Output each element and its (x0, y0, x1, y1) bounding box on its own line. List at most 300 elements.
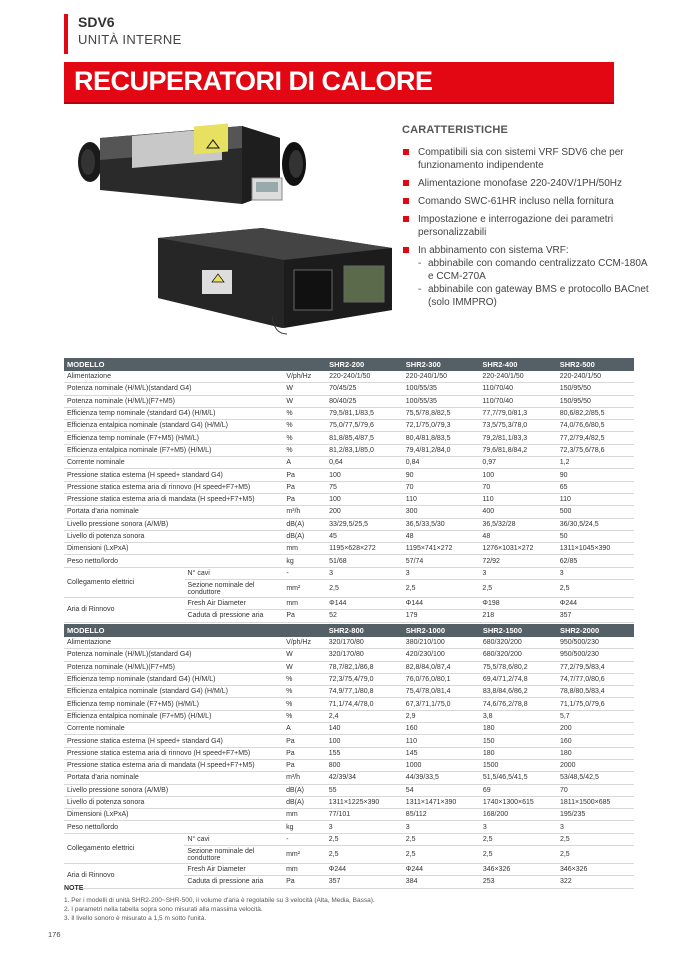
table-cell: 346×326 (480, 864, 557, 876)
table-cell: Peso netto/lordo (64, 821, 283, 833)
table-row (64, 444, 634, 456)
table-cell: Efficienza temp nominale (standard G4) (H/M/L) (64, 673, 283, 685)
table-cell: 320/170/80 (326, 637, 403, 649)
table-cell: dB(A) (283, 530, 326, 542)
table-cell: Φ144 (326, 598, 403, 610)
spec-table-small-models (64, 358, 634, 623)
table-cell: mm (283, 864, 326, 876)
features-panel (402, 124, 652, 314)
table-cell: SHR2-2000 (557, 624, 634, 637)
bullet-square-icon (403, 247, 409, 253)
table-row (64, 598, 634, 610)
table-cell: Φ244 (326, 864, 403, 876)
table-cell: W (283, 383, 326, 395)
table-row (64, 530, 634, 542)
table-cell: 200 (557, 723, 634, 735)
table-cell: dB(A) (283, 784, 326, 796)
table-cell: 77,2/79,4/82,5 (557, 432, 634, 444)
table-cell: N° cavi (184, 833, 283, 845)
table-cell: 180 (557, 747, 634, 759)
table-cell: 320/170/80 (326, 649, 403, 661)
table-cell: Φ144 (403, 598, 480, 610)
table-cell: 150/95/50 (557, 395, 634, 407)
table-cell: % (283, 698, 326, 710)
table-cell: 110/70/40 (479, 383, 556, 395)
table-cell: 2,5 (479, 580, 556, 598)
table-cell: Sezione nominale del conduttore (184, 846, 283, 864)
table-cell: Φ198 (479, 598, 556, 610)
table-cell: Pa (283, 469, 326, 481)
table-cell: 72,1/75,0/79,3 (403, 420, 480, 432)
table-cell: Corrente nominale (64, 723, 283, 735)
table-cell: 48 (479, 530, 556, 542)
table-cell: 195/235 (557, 809, 634, 821)
category-subtitle: UNITÀ INTERNE (78, 32, 182, 47)
table-cell: 2,5 (326, 846, 403, 864)
table-cell: 36,5/33,5/30 (403, 518, 480, 530)
table-cell: % (283, 407, 326, 419)
table-cell: 357 (326, 876, 403, 888)
table-cell: 2,5 (557, 846, 634, 864)
table-cell: W (283, 649, 326, 661)
table-header-row (64, 358, 634, 371)
bullet-square-icon (403, 180, 409, 186)
table-row (64, 698, 634, 710)
table-row (64, 567, 634, 579)
table-cell: 1,2 (557, 457, 634, 469)
table-row (64, 543, 634, 555)
table-cell: Aria di Rinnovo (64, 598, 185, 623)
table-cell: m³/h (283, 772, 326, 784)
table-cell: 220-240/1/50 (557, 371, 634, 383)
table-cell: Potenza nominale (H/M/L)(standard G4) (64, 649, 283, 661)
table-cell: Pressione statica esterna aria di rinnovo (H speed+F7+M5) (64, 481, 283, 493)
table-row (64, 864, 634, 876)
table-cell: 62/85 (557, 555, 634, 567)
table-cell: 2,5 (326, 833, 403, 845)
table-cell: % (283, 432, 326, 444)
table-cell: Alimentazione (64, 637, 283, 649)
table-cell: 33/29,5/25,5 (326, 518, 403, 530)
table-cell: 950/500/230 (557, 637, 634, 649)
table-cell: 50 (557, 530, 634, 542)
table-cell: 3 (557, 821, 634, 833)
table-cell: 70 (479, 481, 556, 493)
table-cell: mm² (283, 846, 326, 864)
table-cell: 420/230/100 (403, 649, 480, 661)
table-cell: 90 (403, 469, 480, 481)
table-cell: 0,97 (479, 457, 556, 469)
table-cell: 110/70/40 (479, 395, 556, 407)
table-cell: 67,3/71,1/75,0 (403, 698, 480, 710)
table-cell: 179 (403, 610, 480, 622)
table-cell: SHR2-500 (557, 358, 634, 371)
table-cell: 44/39/33,5 (403, 772, 480, 784)
table-cell: Efficienza entalpica nominale (standard G4) (H/M/L) (64, 420, 283, 432)
table-cell: - (283, 567, 326, 579)
table-cell: 150 (480, 735, 557, 747)
table-cell: 800 (326, 759, 403, 771)
table-cell: Pa (283, 493, 326, 505)
table-cell: 79,6/81,8/84,2 (479, 444, 556, 456)
table-cell: Fresh Air Diameter (185, 598, 284, 610)
table-cell: SHR2-400 (479, 358, 556, 371)
table-cell: 75,0/77,5/79,6 (326, 420, 403, 432)
table-cell: Livello di potenza sonora (64, 530, 283, 542)
table-cell: Efficienza entalpica nominale (F7+M5) (H/M/L) (64, 444, 283, 456)
bullet-square-icon (403, 216, 409, 222)
table-cell: N° cavi (185, 567, 284, 579)
section-banner (64, 62, 614, 104)
note-item: 1. Per i modelli di unità SHR2-200~SHR-500, il volume d'aria è regolabile su 3 velocità (Alta, Media, Bassa). (64, 897, 375, 904)
table-row (64, 673, 634, 685)
table-cell: 45 (326, 530, 403, 542)
table-cell: Collegamento elettrici (64, 833, 184, 863)
table-cell: Pressione statica esterna (H speed+ standard G4) (64, 735, 283, 747)
note-item: 3. Il livello sonoro è misurato a 1,5 m sotto l'unità. (64, 915, 207, 922)
table-cell: 74,7/77,0/80,6 (557, 673, 634, 685)
table-cell: Φ244 (557, 598, 634, 610)
table-cell: 75,5/78,8/82,5 (403, 407, 480, 419)
table-cell: 100 (479, 469, 556, 481)
table-cell: % (283, 420, 326, 432)
table-cell: mm² (283, 580, 326, 598)
table-cell: Aria di Rinnovo (64, 864, 184, 889)
series-title: SDV6 (78, 14, 115, 30)
table-cell: 1000 (403, 759, 480, 771)
note-item: 2. I parametri nella tabella sopra sono misurati alla massima velocità. (64, 906, 263, 913)
table-cell: 1311×1045×390 (557, 543, 634, 555)
table-cell: MODELLO (64, 624, 283, 637)
table-cell: 74,6/76,2/78,8 (480, 698, 557, 710)
table-cell: 57/74 (403, 555, 480, 567)
table-row (64, 481, 634, 493)
table-row (64, 457, 634, 469)
table-row (64, 469, 634, 481)
table-cell: 53/48,5/42,5 (557, 772, 634, 784)
table-cell: 1195×741×272 (403, 543, 480, 555)
table-cell: SHR2-300 (403, 358, 480, 371)
table-cell: Dimensioni (LxPxA) (64, 543, 283, 555)
table-cell: 70 (557, 784, 634, 796)
table-row (64, 809, 634, 821)
feature-item: In abbinamento con sistema VRF: - abbinabile con comando centralizzato CCM-180A e CCM-270A - abbinabile con gateway BMS e protocollo BACnet (solo IMMPRO) (402, 244, 652, 309)
table-cell: 77/101 (326, 809, 403, 821)
feature-item: Impostazione e interrogazione dei parametri personalizzabili (402, 213, 652, 239)
table-row (64, 371, 634, 383)
table-header-row (64, 624, 634, 637)
table-cell: 180 (480, 747, 557, 759)
table-cell: 150/95/50 (557, 383, 634, 395)
table-cell: Pa (283, 481, 326, 493)
table-cell: SHR2-1500 (480, 624, 557, 637)
table-cell: 78,7/82,1/86,8 (326, 661, 403, 673)
notes-title: NOTE (64, 885, 84, 892)
table-cell: 71,1/74,4/78,0 (326, 698, 403, 710)
table-cell: kg (283, 555, 326, 567)
table-cell: % (283, 444, 326, 456)
table-cell (283, 358, 326, 371)
table-cell: 72,3/75,6/78,6 (557, 444, 634, 456)
table-cell: Efficienza temp nominale (standard G4) (H/M/L) (64, 407, 283, 419)
features-title: CARATTERISTICHE (402, 124, 509, 136)
table-cell: 1311×1225×390 (326, 796, 403, 808)
table-cell: 110 (403, 493, 480, 505)
table-cell: 79,4/81,2/84,0 (403, 444, 480, 456)
table-cell: 357 (557, 610, 634, 622)
table-cell: 155 (326, 747, 403, 759)
table-cell: 2,5 (326, 580, 403, 598)
table-row (64, 493, 634, 505)
table-cell: 82,8/84,0/87,4 (403, 661, 480, 673)
table-cell: - (283, 833, 326, 845)
table-cell: 48 (403, 530, 480, 542)
table-cell: Livello pressione sonora (A/M/B) (64, 784, 283, 796)
feature-item: Alimentazione monofase 220-240V/1PH/50Hz (402, 177, 652, 190)
table-cell: 42/39/34 (326, 772, 403, 784)
table-cell: % (283, 686, 326, 698)
table-cell: 80,6/82,2/85,5 (557, 407, 634, 419)
table-cell: Peso netto/lordo (64, 555, 283, 567)
table-row (64, 735, 634, 747)
table-cell: 680/320/200 (480, 649, 557, 661)
table-row (64, 784, 634, 796)
features-list (402, 146, 652, 309)
table-cell: 1740×1300×615 (480, 796, 557, 808)
table-cell: Caduta di pressione aria (184, 876, 283, 888)
table-row (64, 637, 634, 649)
table-cell: SHR2-200 (326, 358, 403, 371)
table-cell: 1811×1500×685 (557, 796, 634, 808)
table-cell: 380/210/100 (403, 637, 480, 649)
table-cell: 100/55/35 (403, 383, 480, 395)
table-cell: 81,2/83,1/85,0 (326, 444, 403, 456)
table-row (64, 383, 634, 395)
table-cell: 1195×628×272 (326, 543, 403, 555)
table-cell: 145 (403, 747, 480, 759)
table-cell: 1500 (480, 759, 557, 771)
table-row (64, 821, 634, 833)
table-row (64, 796, 634, 808)
table-cell: % (283, 710, 326, 722)
table-cell: 72,3/75,4/79,0 (326, 673, 403, 685)
table-cell: 168/200 (480, 809, 557, 821)
table-cell: 100 (326, 493, 403, 505)
banner-title: RECUPERATORI DI CALORE (74, 66, 433, 96)
table-cell: Efficienza temp nominale (F7+M5) (H/M/L) (64, 698, 283, 710)
table-cell: 77,7/79,0/81,3 (479, 407, 556, 419)
page-number: 176 (48, 930, 61, 939)
table-cell: Pressione statica esterna aria di mandata (H speed+F7+M5) (64, 493, 283, 505)
bullet-square-icon (403, 149, 409, 155)
table-cell: 2000 (557, 759, 634, 771)
table-row (64, 661, 634, 673)
table-cell: % (283, 673, 326, 685)
table-cell: SHR2-1000 (403, 624, 480, 637)
heat-recovery-unit-large-image (158, 228, 392, 334)
table-cell: Pa (283, 747, 326, 759)
table-cell: 75,5/78,6/80,2 (480, 661, 557, 673)
product-photo (62, 120, 392, 340)
table-cell: Efficienza temp nominale (F7+M5) (H/M/L) (64, 432, 283, 444)
table-cell: V/ph/Hz (283, 637, 326, 649)
table-row (64, 686, 634, 698)
table-cell: 78,8/80,5/83,4 (557, 686, 634, 698)
table-cell: 65 (557, 481, 634, 493)
table-cell: 160 (403, 723, 480, 735)
table-cell: Potenza nominale (H/M/L)(standard G4) (64, 383, 283, 395)
table-cell: Collegamento elettrici (64, 567, 185, 597)
table-row (64, 420, 634, 432)
notes-section (64, 884, 375, 923)
table-cell: Alimentazione (64, 371, 283, 383)
table-cell: 322 (557, 876, 634, 888)
table-row (64, 759, 634, 771)
table-cell: 3 (326, 821, 403, 833)
table-cell: 2,5 (480, 846, 557, 864)
table-cell: 3 (403, 567, 480, 579)
table-cell: 74,9/77,1/80,8 (326, 686, 403, 698)
table-cell: 79,5/81,1/83,5 (326, 407, 403, 419)
table-cell: Portata d'aria nominale (64, 506, 283, 518)
table-cell: 2,5 (403, 833, 480, 845)
table-cell: V/ph/Hz (283, 371, 326, 383)
table-cell: 100/55/35 (403, 395, 480, 407)
table-cell: 3 (479, 567, 556, 579)
table-cell: 52 (326, 610, 403, 622)
table-row (64, 395, 634, 407)
table-cell: 110 (403, 735, 480, 747)
bullet-square-icon (403, 198, 409, 204)
table-cell: 74,0/76,6/80,5 (557, 420, 634, 432)
table-cell (283, 624, 326, 637)
table-cell: 79,2/81,1/83,3 (479, 432, 556, 444)
table-cell: A (283, 723, 326, 735)
table-cell: 83,8/84,6/86,2 (480, 686, 557, 698)
table-cell: Potenza nominale (H/M/L)(F7+M5) (64, 395, 283, 407)
heat-recovery-unit-small-image (78, 123, 306, 204)
table-cell: 72/92 (479, 555, 556, 567)
table-cell: Efficienza entalpica nominale (standard G4) (H/M/L) (64, 686, 283, 698)
table-cell: 0,64 (326, 457, 403, 469)
table-cell: 1311×1471×390 (403, 796, 480, 808)
table-cell: SHR2-800 (326, 624, 403, 637)
table-cell: Fresh Air Diameter (184, 864, 283, 876)
table-cell: Φ244 (403, 864, 480, 876)
table-cell: Pa (283, 876, 326, 888)
table-cell: m³/h (283, 506, 326, 518)
table-cell: dB(A) (283, 796, 326, 808)
table-cell: 70/45/25 (326, 383, 403, 395)
table-row (64, 555, 634, 567)
table-cell: 218 (479, 610, 556, 622)
table-cell: 300 (403, 506, 480, 518)
table-cell: Pa (283, 735, 326, 747)
table-row (64, 432, 634, 444)
table-cell: 73,5/75,3/78,0 (479, 420, 556, 432)
table-cell: 81,8/85,4/87,5 (326, 432, 403, 444)
table-cell: Sezione nominale del conduttore (185, 580, 284, 598)
table-cell: Livello pressione sonora (A/M/B) (64, 518, 283, 530)
table-cell: A (283, 457, 326, 469)
table-cell: 110 (479, 493, 556, 505)
table-cell: mm (283, 543, 326, 555)
table-cell: 160 (557, 735, 634, 747)
table-cell: Potenza nominale (H/M/L)(F7+M5) (64, 661, 283, 673)
table-cell: 110 (557, 493, 634, 505)
table-cell: Dimensioni (LxPxA) (64, 809, 283, 821)
table-cell: 2,5 (403, 580, 480, 598)
table-cell: 1276×1031×272 (479, 543, 556, 555)
table-row (64, 772, 634, 784)
table-cell: 5,7 (557, 710, 634, 722)
table-cell: Pa (283, 610, 326, 622)
table-cell: Pa (283, 759, 326, 771)
table-row (64, 747, 634, 759)
table-cell: MODELLO (64, 358, 283, 371)
table-cell: 36,5/32/28 (479, 518, 556, 530)
table-cell: 75 (326, 481, 403, 493)
table-cell: 346×326 (557, 864, 634, 876)
feature-item: Comando SWC-61HR incluso nella fornitura (402, 195, 652, 208)
table-cell: 400 (479, 506, 556, 518)
table-cell: 500 (557, 506, 634, 518)
table-cell: 3,8 (480, 710, 557, 722)
table-cell: Portata d'aria nominale (64, 772, 283, 784)
table-cell: 0,84 (403, 457, 480, 469)
table-cell: 2,5 (403, 846, 480, 864)
table-cell: Pressione statica esterna (H speed+ standard G4) (64, 469, 283, 481)
table-row (64, 710, 634, 722)
table-cell: 80/40/25 (326, 395, 403, 407)
table-cell: Efficienza entalpica nominale (F7+M5) (H/M/L) (64, 710, 283, 722)
table-cell: 36/30,5/24,5 (557, 518, 634, 530)
table-row (64, 506, 634, 518)
table-cell: Livello di potenza sonora (64, 796, 283, 808)
table-cell: 51/68 (326, 555, 403, 567)
feature-sub-item: - abbinabile con gateway BMS e protocollo BACnet (solo IMMPRO) (418, 284, 649, 308)
table-cell: 220-240/1/50 (479, 371, 556, 383)
table-cell: 253 (480, 876, 557, 888)
table-cell: 3 (326, 567, 403, 579)
table-cell: mm (283, 809, 326, 821)
table-cell: 200 (326, 506, 403, 518)
table-cell: W (283, 395, 326, 407)
table-cell: 85/112 (403, 809, 480, 821)
table-cell: Pressione statica esterna aria di mandata (H speed+F7+M5) (64, 759, 283, 771)
table-cell: 71,1/75,0/79,6 (557, 698, 634, 710)
table-row (64, 407, 634, 419)
table-cell: 2,4 (326, 710, 403, 722)
table-cell: 55 (326, 784, 403, 796)
table-row (64, 723, 634, 735)
spec-table-large-models (64, 624, 634, 889)
table-cell: 100 (326, 469, 403, 481)
table-cell: 3 (557, 567, 634, 579)
table-cell: Pressione statica esterna aria di rinnovo (H speed+F7+M5) (64, 747, 283, 759)
table-cell: 180 (480, 723, 557, 735)
table-cell: 76,0/76,0/80,1 (403, 673, 480, 685)
feature-item: Compatibili sia con sistemi VRF SDV6 che per funzionamento indipendente (402, 146, 652, 172)
table-cell: 70 (403, 481, 480, 493)
table-cell: 2,5 (557, 580, 634, 598)
table-cell: 77,2/79,5/83,4 (557, 661, 634, 673)
table-cell: mm (283, 598, 326, 610)
table-cell: 3 (403, 821, 480, 833)
table-cell: 384 (403, 876, 480, 888)
table-row (64, 518, 634, 530)
feature-sub-item: - abbinabile con comando centralizzato CCM-180A e CCM-270A (418, 258, 648, 282)
